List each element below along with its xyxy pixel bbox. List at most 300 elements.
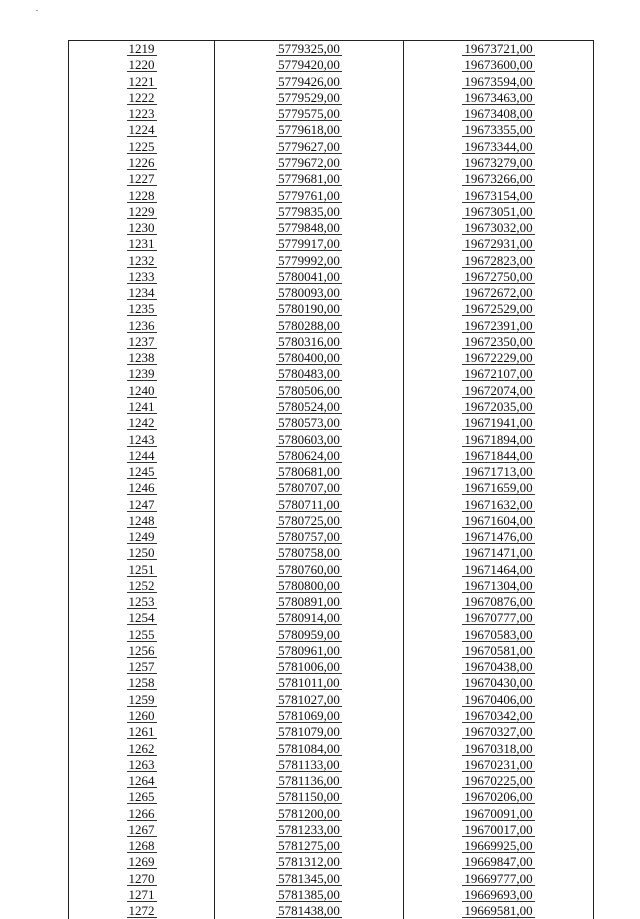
y-coordinate-cell bbox=[404, 756, 594, 772]
x-coordinate-text: 5780506,00 bbox=[278, 382, 340, 398]
x-coordinate-cell bbox=[215, 89, 404, 105]
y-coordinate-text: 19672350,00 bbox=[464, 333, 533, 349]
y-coordinate-text: 19673355,00 bbox=[464, 122, 533, 138]
y-coordinate-cell bbox=[404, 73, 594, 89]
x-coordinate-text: 5780603,00 bbox=[278, 431, 340, 447]
x-coordinate-text: 5781069,00 bbox=[278, 708, 340, 724]
point-number-text: 1253 bbox=[128, 594, 155, 610]
x-coordinate-cell bbox=[215, 122, 404, 138]
y-coordinate-cell bbox=[404, 903, 594, 919]
point-number-text: 1249 bbox=[128, 529, 155, 545]
x-coordinate-cell bbox=[215, 106, 404, 122]
point-number-cell bbox=[69, 219, 215, 235]
y-coordinate-text: 19670583,00 bbox=[464, 626, 533, 642]
x-coordinate-text: 5780707,00 bbox=[278, 480, 340, 496]
table-row bbox=[69, 187, 594, 203]
table-row bbox=[69, 707, 594, 723]
point-number-cell bbox=[69, 122, 215, 138]
point-number-text: 1245 bbox=[128, 464, 155, 480]
point-number-text: 1262 bbox=[128, 740, 155, 756]
x-coordinate-cell bbox=[215, 691, 404, 707]
y-coordinate-cell bbox=[404, 431, 594, 447]
table-row bbox=[69, 805, 594, 821]
y-coordinate-cell bbox=[404, 480, 594, 496]
point-number-cell bbox=[69, 805, 215, 821]
y-coordinate-text: 19671713,00 bbox=[464, 464, 533, 480]
point-number-cell bbox=[69, 740, 215, 756]
y-coordinate-cell bbox=[404, 415, 594, 431]
x-coordinate-text: 5780681,00 bbox=[278, 464, 340, 480]
y-coordinate-cell bbox=[404, 886, 594, 902]
x-coordinate-cell bbox=[215, 73, 404, 89]
y-coordinate-cell bbox=[404, 366, 594, 382]
table-row bbox=[69, 203, 594, 219]
y-coordinate-text: 19669777,00 bbox=[464, 870, 533, 886]
point-number-cell bbox=[69, 187, 215, 203]
x-coordinate-text: 5781133,00 bbox=[278, 756, 340, 772]
y-coordinate-text: 19670342,00 bbox=[464, 708, 533, 724]
x-coordinate-text: 5779835,00 bbox=[278, 203, 340, 219]
table-row bbox=[69, 545, 594, 561]
table-row bbox=[69, 659, 594, 675]
point-number-text: 1225 bbox=[128, 138, 155, 154]
table-row bbox=[69, 740, 594, 756]
x-coordinate-cell bbox=[215, 398, 404, 414]
y-coordinate-text: 19670406,00 bbox=[464, 691, 533, 707]
table-row bbox=[69, 57, 594, 73]
x-coordinate-text: 5780961,00 bbox=[278, 642, 340, 658]
table-row bbox=[69, 821, 594, 837]
point-number-text: 1256 bbox=[128, 642, 155, 658]
point-number-cell bbox=[69, 268, 215, 284]
x-coordinate-cell bbox=[215, 57, 404, 73]
x-coordinate-cell bbox=[215, 594, 404, 610]
table-row bbox=[69, 724, 594, 740]
x-coordinate-text: 5781011,00 bbox=[278, 675, 340, 691]
x-coordinate-text: 5780891,00 bbox=[278, 594, 340, 610]
y-coordinate-text: 19671844,00 bbox=[464, 447, 533, 463]
point-number-text: 1222 bbox=[128, 89, 155, 105]
x-coordinate-cell bbox=[215, 236, 404, 252]
x-coordinate-cell bbox=[215, 154, 404, 170]
x-coordinate-cell bbox=[215, 512, 404, 528]
table-row bbox=[69, 675, 594, 691]
y-coordinate-cell bbox=[404, 740, 594, 756]
x-coordinate-text: 5780093,00 bbox=[278, 285, 340, 301]
table-row bbox=[69, 512, 594, 528]
x-coordinate-text: 5780800,00 bbox=[278, 577, 340, 593]
y-coordinate-text: 19673721,00 bbox=[464, 41, 533, 57]
point-number-text: 1242 bbox=[128, 415, 155, 431]
table-row bbox=[69, 480, 594, 496]
y-coordinate-text: 19671471,00 bbox=[464, 545, 533, 561]
x-coordinate-cell bbox=[215, 415, 404, 431]
table-row bbox=[69, 610, 594, 626]
point-number-cell bbox=[69, 284, 215, 300]
coordinates-table bbox=[68, 40, 594, 919]
y-coordinate-cell bbox=[404, 675, 594, 691]
x-coordinate-cell bbox=[215, 561, 404, 577]
table-row bbox=[69, 870, 594, 886]
y-coordinate-cell bbox=[404, 577, 594, 593]
y-coordinate-cell bbox=[404, 301, 594, 317]
point-number-cell bbox=[69, 301, 215, 317]
point-number-cell bbox=[69, 57, 215, 73]
point-number-text: 1230 bbox=[128, 220, 155, 236]
x-coordinate-cell bbox=[215, 805, 404, 821]
table-row bbox=[69, 415, 594, 431]
point-number-text: 1255 bbox=[128, 626, 155, 642]
x-coordinate-text: 5781233,00 bbox=[278, 821, 340, 837]
y-coordinate-text: 19673154,00 bbox=[464, 187, 533, 203]
x-coordinate-text: 5781084,00 bbox=[278, 740, 340, 756]
table-row bbox=[69, 772, 594, 788]
x-coordinate-cell bbox=[215, 903, 404, 919]
point-number-cell bbox=[69, 772, 215, 788]
point-number-text: 1250 bbox=[128, 545, 155, 561]
table-row bbox=[69, 268, 594, 284]
point-number-text: 1254 bbox=[128, 610, 155, 626]
point-number-cell bbox=[69, 106, 215, 122]
point-number-cell bbox=[69, 431, 215, 447]
x-coordinate-text: 5779992,00 bbox=[278, 252, 340, 268]
y-coordinate-text: 19670876,00 bbox=[464, 594, 533, 610]
x-coordinate-cell bbox=[215, 350, 404, 366]
table-row bbox=[69, 382, 594, 398]
table-row bbox=[69, 642, 594, 658]
x-coordinate-text: 5779681,00 bbox=[278, 171, 340, 187]
x-coordinate-cell bbox=[215, 724, 404, 740]
y-coordinate-cell bbox=[404, 854, 594, 870]
y-coordinate-cell bbox=[404, 821, 594, 837]
y-coordinate-text: 19672931,00 bbox=[464, 236, 533, 252]
y-coordinate-text: 19672035,00 bbox=[464, 398, 533, 414]
point-number-text: 1236 bbox=[128, 317, 155, 333]
point-number-text: 1263 bbox=[128, 756, 155, 772]
y-coordinate-cell bbox=[404, 268, 594, 284]
y-coordinate-cell bbox=[404, 317, 594, 333]
point-number-text: 1239 bbox=[128, 366, 155, 382]
x-coordinate-cell bbox=[215, 740, 404, 756]
y-coordinate-text: 19669693,00 bbox=[464, 886, 533, 902]
x-coordinate-text: 5781438,00 bbox=[278, 903, 340, 919]
table-row bbox=[69, 431, 594, 447]
point-number-text: 1264 bbox=[128, 773, 155, 789]
y-coordinate-text: 19672823,00 bbox=[464, 252, 533, 268]
y-coordinate-cell bbox=[404, 447, 594, 463]
point-number-cell bbox=[69, 691, 215, 707]
point-number-text: 1248 bbox=[128, 512, 155, 528]
y-coordinate-text: 19670327,00 bbox=[464, 724, 533, 740]
table-row bbox=[69, 398, 594, 414]
x-coordinate-cell bbox=[215, 838, 404, 854]
x-coordinate-text: 5781027,00 bbox=[278, 691, 340, 707]
x-coordinate-text: 5781312,00 bbox=[278, 854, 340, 870]
point-number-cell bbox=[69, 73, 215, 89]
y-coordinate-cell bbox=[404, 659, 594, 675]
point-number-cell bbox=[69, 854, 215, 870]
x-coordinate-cell bbox=[215, 187, 404, 203]
point-number-text: 1252 bbox=[128, 577, 155, 593]
point-number-text: 1243 bbox=[128, 431, 155, 447]
table-row bbox=[69, 528, 594, 544]
y-coordinate-text: 19670091,00 bbox=[464, 805, 533, 821]
table-row bbox=[69, 41, 594, 57]
x-coordinate-text: 5779672,00 bbox=[278, 154, 340, 170]
x-coordinate-text: 5780711,00 bbox=[278, 496, 340, 512]
x-coordinate-text: 5780914,00 bbox=[278, 610, 340, 626]
point-number-text: 1233 bbox=[128, 268, 155, 284]
y-coordinate-cell bbox=[404, 284, 594, 300]
point-number-cell bbox=[69, 870, 215, 886]
y-coordinate-text: 19672074,00 bbox=[464, 382, 533, 398]
point-number-text: 1229 bbox=[128, 203, 155, 219]
point-number-text: 1231 bbox=[128, 236, 155, 252]
y-coordinate-cell bbox=[404, 805, 594, 821]
x-coordinate-cell bbox=[215, 626, 404, 642]
x-coordinate-cell bbox=[215, 447, 404, 463]
point-number-cell bbox=[69, 707, 215, 723]
x-coordinate-cell bbox=[215, 886, 404, 902]
y-coordinate-text: 19670225,00 bbox=[464, 773, 533, 789]
x-coordinate-cell bbox=[215, 577, 404, 593]
point-number-cell bbox=[69, 642, 215, 658]
point-number-cell bbox=[69, 382, 215, 398]
y-coordinate-cell bbox=[404, 594, 594, 610]
point-number-cell bbox=[69, 317, 215, 333]
x-coordinate-text: 5779426,00 bbox=[278, 73, 340, 89]
y-coordinate-cell bbox=[404, 333, 594, 349]
point-number-text: 1251 bbox=[128, 561, 155, 577]
point-number-text: 1271 bbox=[128, 886, 155, 902]
table-row bbox=[69, 89, 594, 105]
point-number-cell bbox=[69, 903, 215, 919]
table-row bbox=[69, 854, 594, 870]
y-coordinate-text: 19673594,00 bbox=[464, 73, 533, 89]
y-coordinate-cell bbox=[404, 512, 594, 528]
x-coordinate-text: 5780725,00 bbox=[278, 512, 340, 528]
point-number-cell bbox=[69, 561, 215, 577]
point-number-cell bbox=[69, 366, 215, 382]
x-coordinate-text: 5780573,00 bbox=[278, 415, 340, 431]
y-coordinate-cell bbox=[404, 122, 594, 138]
y-coordinate-cell bbox=[404, 626, 594, 642]
x-coordinate-cell bbox=[215, 756, 404, 772]
point-number-cell bbox=[69, 626, 215, 642]
point-number-text: 1232 bbox=[128, 252, 155, 268]
x-coordinate-cell bbox=[215, 610, 404, 626]
point-number-cell bbox=[69, 41, 215, 57]
point-number-cell bbox=[69, 236, 215, 252]
point-number-cell bbox=[69, 496, 215, 512]
y-coordinate-text: 19670430,00 bbox=[464, 675, 533, 691]
y-coordinate-cell bbox=[404, 219, 594, 235]
x-coordinate-cell bbox=[215, 789, 404, 805]
y-coordinate-cell bbox=[404, 106, 594, 122]
table-row bbox=[69, 789, 594, 805]
y-coordinate-cell bbox=[404, 838, 594, 854]
table-row bbox=[69, 333, 594, 349]
y-coordinate-text: 19670318,00 bbox=[464, 740, 533, 756]
point-number-text: 1257 bbox=[128, 659, 155, 675]
x-coordinate-text: 5779325,00 bbox=[278, 41, 340, 57]
scan-speck bbox=[36, 10, 38, 11]
x-coordinate-text: 5779917,00 bbox=[278, 236, 340, 252]
point-number-text: 1270 bbox=[128, 870, 155, 886]
table-row bbox=[69, 886, 594, 902]
y-coordinate-text: 19673344,00 bbox=[464, 138, 533, 154]
x-coordinate-cell bbox=[215, 252, 404, 268]
table-row bbox=[69, 73, 594, 89]
y-coordinate-cell bbox=[404, 463, 594, 479]
x-coordinate-text: 5779618,00 bbox=[278, 122, 340, 138]
point-number-cell bbox=[69, 594, 215, 610]
table-row bbox=[69, 122, 594, 138]
y-coordinate-text: 19671659,00 bbox=[464, 480, 533, 496]
x-coordinate-text: 5780758,00 bbox=[278, 545, 340, 561]
point-number-text: 1227 bbox=[128, 171, 155, 187]
table-row bbox=[69, 366, 594, 382]
point-number-cell bbox=[69, 724, 215, 740]
x-coordinate-cell bbox=[215, 463, 404, 479]
x-coordinate-cell bbox=[215, 138, 404, 154]
point-number-text: 1259 bbox=[128, 691, 155, 707]
point-number-cell bbox=[69, 154, 215, 170]
x-coordinate-text: 5779761,00 bbox=[278, 187, 340, 203]
x-coordinate-cell bbox=[215, 545, 404, 561]
y-coordinate-text: 19672229,00 bbox=[464, 350, 533, 366]
point-number-text: 1224 bbox=[128, 122, 155, 138]
point-number-cell bbox=[69, 528, 215, 544]
y-coordinate-cell bbox=[404, 870, 594, 886]
table-row bbox=[69, 350, 594, 366]
y-coordinate-text: 19673279,00 bbox=[464, 154, 533, 170]
table-row bbox=[69, 577, 594, 593]
x-coordinate-text: 5780959,00 bbox=[278, 626, 340, 642]
y-coordinate-cell bbox=[404, 642, 594, 658]
y-coordinate-cell bbox=[404, 154, 594, 170]
x-coordinate-text: 5780041,00 bbox=[278, 268, 340, 284]
y-coordinate-text: 19672391,00 bbox=[464, 317, 533, 333]
x-coordinate-cell bbox=[215, 528, 404, 544]
y-coordinate-text: 19671632,00 bbox=[464, 496, 533, 512]
y-coordinate-cell bbox=[404, 789, 594, 805]
y-coordinate-text: 19673051,00 bbox=[464, 203, 533, 219]
y-coordinate-text: 19670231,00 bbox=[464, 756, 533, 772]
point-number-text: 1234 bbox=[128, 285, 155, 301]
y-coordinate-text: 19669925,00 bbox=[464, 838, 533, 854]
x-coordinate-cell bbox=[215, 41, 404, 57]
point-number-cell bbox=[69, 89, 215, 105]
point-number-cell bbox=[69, 512, 215, 528]
point-number-cell bbox=[69, 821, 215, 837]
y-coordinate-cell bbox=[404, 236, 594, 252]
x-coordinate-text: 5781136,00 bbox=[278, 773, 340, 789]
x-coordinate-cell bbox=[215, 642, 404, 658]
y-coordinate-cell bbox=[404, 398, 594, 414]
point-number-cell bbox=[69, 398, 215, 414]
table-row bbox=[69, 463, 594, 479]
x-coordinate-cell bbox=[215, 659, 404, 675]
point-number-cell bbox=[69, 886, 215, 902]
table-row bbox=[69, 317, 594, 333]
x-coordinate-cell bbox=[215, 675, 404, 691]
point-number-text: 1241 bbox=[128, 398, 155, 414]
point-number-cell bbox=[69, 659, 215, 675]
x-coordinate-text: 5779575,00 bbox=[278, 106, 340, 122]
y-coordinate-cell bbox=[404, 691, 594, 707]
y-coordinate-text: 19671894,00 bbox=[464, 431, 533, 447]
point-number-cell bbox=[69, 138, 215, 154]
y-coordinate-cell bbox=[404, 187, 594, 203]
table-row bbox=[69, 154, 594, 170]
point-number-cell bbox=[69, 171, 215, 187]
x-coordinate-text: 5779627,00 bbox=[278, 138, 340, 154]
y-coordinate-cell bbox=[404, 545, 594, 561]
table-row bbox=[69, 903, 594, 919]
point-number-text: 1237 bbox=[128, 333, 155, 349]
x-coordinate-cell bbox=[215, 854, 404, 870]
point-number-cell bbox=[69, 463, 215, 479]
table-row bbox=[69, 838, 594, 854]
x-coordinate-cell bbox=[215, 870, 404, 886]
x-coordinate-cell bbox=[215, 219, 404, 235]
x-coordinate-text: 5780757,00 bbox=[278, 529, 340, 545]
table-row bbox=[69, 447, 594, 463]
x-coordinate-text: 5779420,00 bbox=[278, 57, 340, 73]
x-coordinate-text: 5780483,00 bbox=[278, 366, 340, 382]
y-coordinate-text: 19670017,00 bbox=[464, 821, 533, 837]
y-coordinate-cell bbox=[404, 561, 594, 577]
y-coordinate-cell bbox=[404, 610, 594, 626]
x-coordinate-cell bbox=[215, 203, 404, 219]
table-row bbox=[69, 561, 594, 577]
x-coordinate-text: 5779529,00 bbox=[278, 89, 340, 105]
point-number-text: 1240 bbox=[128, 382, 155, 398]
point-number-text: 1226 bbox=[128, 154, 155, 170]
y-coordinate-cell bbox=[404, 171, 594, 187]
table-row bbox=[69, 496, 594, 512]
y-coordinate-cell bbox=[404, 528, 594, 544]
point-number-cell bbox=[69, 415, 215, 431]
y-coordinate-text: 19670581,00 bbox=[464, 642, 533, 658]
point-number-cell bbox=[69, 333, 215, 349]
x-coordinate-cell bbox=[215, 317, 404, 333]
x-coordinate-cell bbox=[215, 707, 404, 723]
y-coordinate-text: 19670777,00 bbox=[464, 610, 533, 626]
table-row bbox=[69, 252, 594, 268]
y-coordinate-cell bbox=[404, 203, 594, 219]
x-coordinate-text: 5781345,00 bbox=[278, 870, 340, 886]
x-coordinate-text: 5781200,00 bbox=[278, 805, 340, 821]
coordinates-table-body bbox=[69, 41, 594, 919]
x-coordinate-text: 5779848,00 bbox=[278, 220, 340, 236]
y-coordinate-text: 19670438,00 bbox=[464, 659, 533, 675]
table-row bbox=[69, 626, 594, 642]
point-number-text: 1266 bbox=[128, 805, 155, 821]
y-coordinate-text: 19671604,00 bbox=[464, 512, 533, 528]
y-coordinate-text: 19673408,00 bbox=[464, 106, 533, 122]
point-number-text: 1246 bbox=[128, 480, 155, 496]
y-coordinate-cell bbox=[404, 89, 594, 105]
point-number-cell bbox=[69, 838, 215, 854]
x-coordinate-cell bbox=[215, 382, 404, 398]
y-coordinate-cell bbox=[404, 772, 594, 788]
x-coordinate-cell bbox=[215, 821, 404, 837]
point-number-text: 1269 bbox=[128, 854, 155, 870]
point-number-text: 1272 bbox=[128, 903, 155, 919]
point-number-cell bbox=[69, 350, 215, 366]
